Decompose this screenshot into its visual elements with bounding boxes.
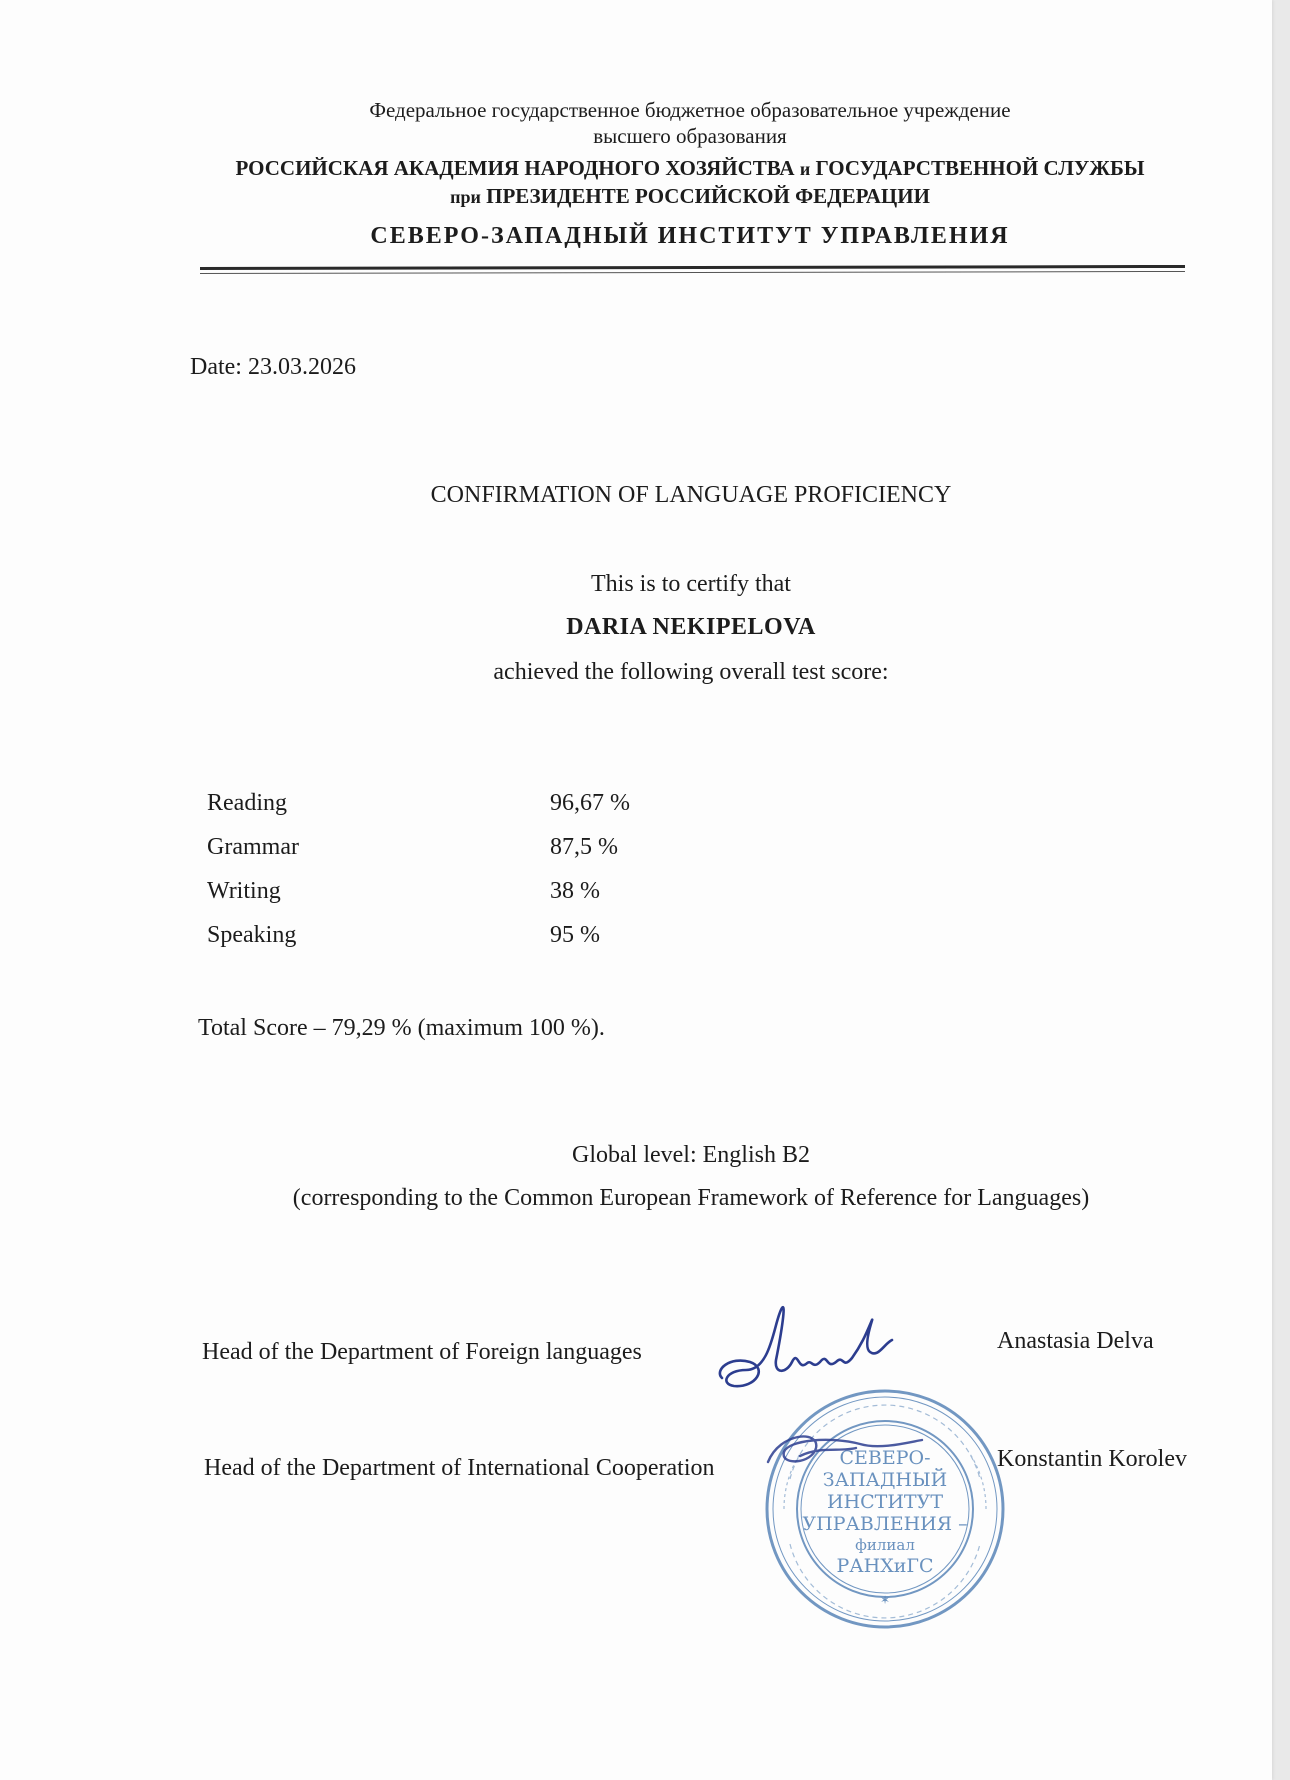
total-score: Total Score – 79,29 % (maximum 100 %). — [198, 1015, 605, 1041]
score-skill: Grammar — [207, 834, 299, 860]
seal-text-line-5: филиал — [855, 1536, 915, 1554]
framework-note: (corresponding to the Common European Framework of Reference for Languages) — [292, 1185, 1090, 1211]
document-title: CONFIRMATION OF LANGUAGE PROFICIENCY — [430, 482, 952, 508]
seal-text-line-2: ЗАПАДНЫЙ — [822, 1469, 948, 1491]
institute-name: СЕВЕРО-ЗАПАДНЫЙ ИНСТИТУТ УПРАВЛЕНИЯ — [370, 223, 1010, 249]
signatory-position-2: Head of the Department of International Cooperation — [204, 1455, 715, 1481]
academy-name-and: и — [799, 159, 811, 179]
achieved-text: achieved the following overall test score: — [493, 659, 889, 685]
signature-image-1 — [712, 1300, 912, 1400]
seal-text-line-6: РАНХиГС — [836, 1555, 934, 1577]
student-name: DARIA NEKIPELOVA — [566, 614, 816, 640]
signature-image-2 — [760, 1422, 930, 1482]
global-level: Global level: English B2 — [572, 1142, 810, 1168]
certify-text: This is to certify that — [591, 571, 791, 597]
score-row — [207, 878, 630, 922]
seal-text-line-3: ИНСТИТУТ — [827, 1491, 943, 1513]
score-row — [207, 790, 630, 834]
score-value: 95 % — [550, 922, 600, 948]
signatory-position-1: Head of the Department of Foreign languages — [202, 1339, 642, 1365]
header-divider-thin — [200, 271, 1185, 274]
president-line — [190, 183, 1190, 211]
letterhead — [190, 97, 1190, 250]
document-date: Date: 23.03.2026 — [190, 354, 356, 380]
signatory-name-2: Konstantin Korolev — [997, 1446, 1187, 1472]
score-skill: Writing — [207, 878, 281, 904]
academy-name-part-2: ГОСУДАРСТВЕННОЙ СЛУЖБЫ — [810, 156, 1145, 180]
president-line-pre: при — [450, 187, 481, 207]
score-row — [207, 834, 630, 878]
score-table — [207, 790, 630, 966]
score-row — [207, 922, 630, 966]
score-skill: Speaking — [207, 922, 297, 948]
seal-text-line-1: СЕВЕРО- — [839, 1447, 931, 1469]
letterhead-line-1: Федеральное государственное бюджетное образовательное учреждение — [369, 98, 1011, 122]
president-line-rest: ПРЕЗИДЕНТЕ РОССИЙСКОЙ ФЕДЕРАЦИИ — [480, 184, 930, 208]
signatory-name-1: Anastasia Delva — [997, 1328, 1154, 1354]
seal-text-line-4: УПРАВЛЕНИЯ – — [802, 1513, 968, 1535]
seal-star-icon: ✶ — [879, 1593, 891, 1607]
academy-name — [190, 155, 1190, 183]
academy-name-part-1: РОССИЙСКАЯ АКАДЕМИЯ НАРОДНОГО ХОЗЯЙСТВА — [235, 156, 800, 180]
score-value: 87,5 % — [550, 834, 618, 860]
header-divider — [200, 265, 1185, 270]
score-skill: Reading — [207, 790, 287, 816]
score-value: 38 % — [550, 878, 600, 904]
letterhead-line-2: высшего образования — [593, 124, 787, 148]
score-value: 96,67 % — [550, 790, 630, 816]
